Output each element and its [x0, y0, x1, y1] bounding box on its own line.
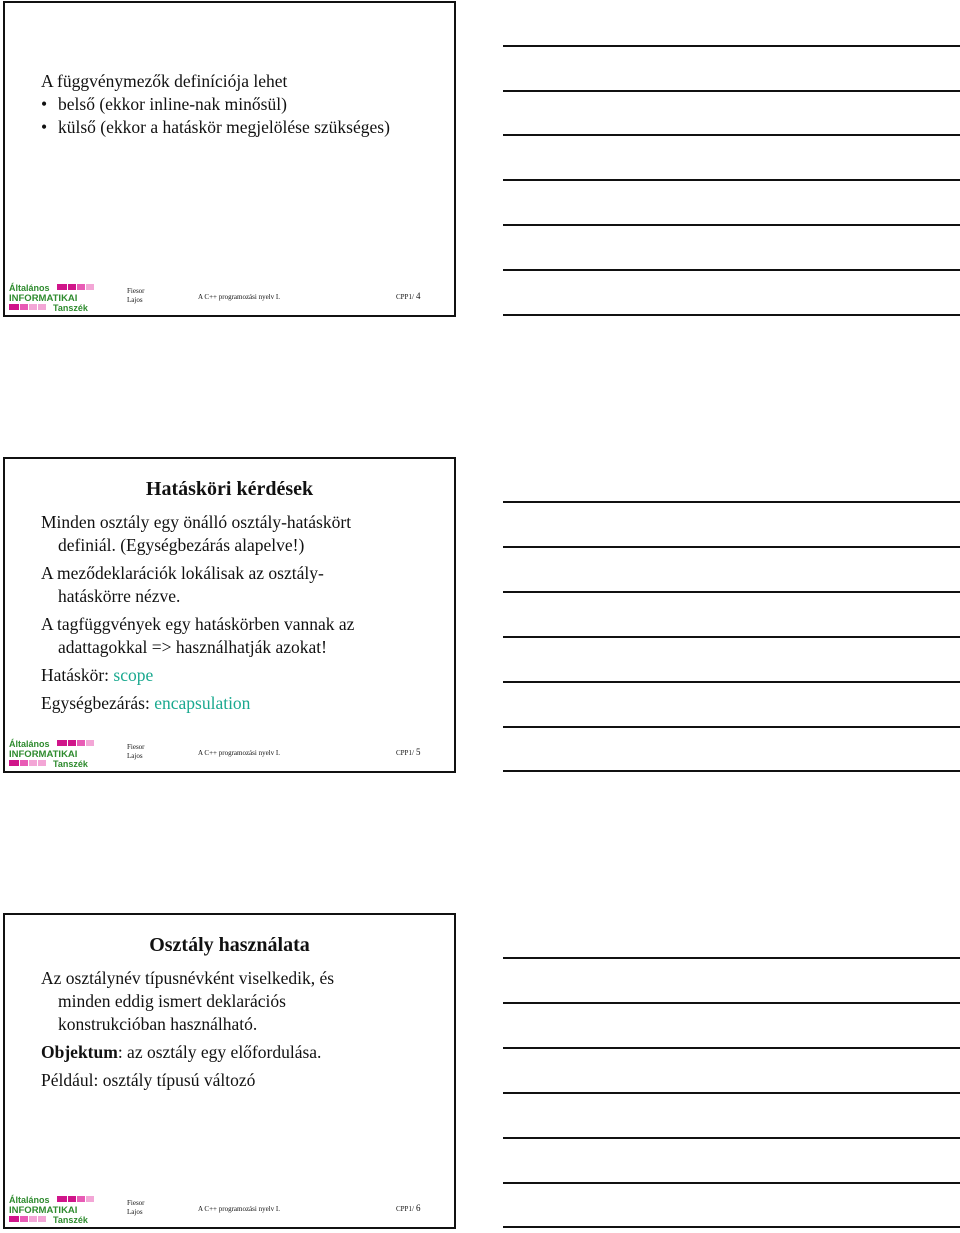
course-title: A C++ programozási nyelv I. [198, 1205, 280, 1213]
svg-text:Tanszék: Tanszék [53, 303, 88, 312]
svg-text:INFORMATIKAI: INFORMATIKAI [9, 749, 78, 760]
bullet-icon: • [41, 117, 48, 137]
bullet-item [41, 116, 440, 139]
slide [3, 1, 456, 317]
slide-text: Minden osztály egy önálló osztály-hatáskört [41, 512, 352, 532]
slide-text: A meződeklarációk lokálisak az osztály- [41, 563, 324, 583]
department-logo [7, 282, 101, 312]
notes-line [503, 1226, 960, 1228]
notes-line [503, 1047, 960, 1049]
department-logo [7, 1194, 101, 1224]
notes-line [503, 224, 960, 226]
svg-text:Általános: Általános [9, 283, 50, 293]
slide-footer [5, 1191, 454, 1227]
notes-line [503, 726, 960, 728]
course-code: CPP1/ [396, 293, 414, 301]
notes-line [503, 1137, 960, 1139]
scope-term: scope [113, 665, 154, 685]
encapsulation-term: encapsulation [154, 693, 251, 713]
slide-text: definiál. (Egységbezárás alapelve!) [58, 535, 305, 555]
slide-footer [5, 735, 454, 771]
notes-line [503, 269, 960, 271]
slide [3, 913, 456, 1229]
notes-line [503, 1002, 960, 1004]
slide-text: hatáskörre nézve. [58, 586, 181, 606]
bullet-icon: • [41, 94, 48, 114]
notes-line [503, 957, 960, 959]
course-code: CPP1/ [396, 1205, 414, 1213]
slide-text: A függvénymezők definíciója lehet [41, 71, 288, 91]
notes-line [503, 501, 960, 503]
svg-text:Általános: Általános [9, 739, 50, 749]
scope-line: Hatáskör: scope [41, 665, 154, 685]
notes-line [503, 591, 960, 593]
slide-body [41, 511, 440, 715]
course-title: A C++ programozási nyelv I. [198, 293, 280, 301]
author: Fiesor Lajos [127, 743, 145, 760]
object-term: Objektum [41, 1042, 118, 1062]
notes-line [503, 681, 960, 683]
notes-line [503, 314, 960, 316]
notes-line [503, 45, 960, 47]
svg-text:INFORMATIKAI: INFORMATIKAI [9, 293, 78, 304]
svg-text:Általános: Általános [9, 1195, 50, 1205]
notes-line [503, 134, 960, 136]
notes-line [503, 546, 960, 548]
notes-line [503, 770, 960, 772]
slide-body [41, 967, 440, 1092]
svg-text:Tanszék: Tanszék [53, 1215, 88, 1224]
slide-title: Hatásköri kérdések [145, 478, 314, 500]
slide-text: Az osztálynév típusnévként viselkedik, és [41, 968, 335, 988]
notes-line [503, 1092, 960, 1094]
page-number: 5 [416, 747, 421, 757]
notes-line [503, 636, 960, 638]
object-line: Objektum: az osztály egy előfordulása. [41, 1042, 322, 1062]
svg-text:Tanszék: Tanszék [53, 759, 88, 768]
slide-text: adattagokkal => használhatják azokat! [58, 637, 327, 657]
department-logo [7, 738, 101, 768]
slide-title: Osztály használata [149, 934, 310, 956]
notes-line [503, 179, 960, 181]
course-code: CPP1/ [396, 749, 414, 757]
bullet-text: belső (ekkor inline-nak minősül) [58, 94, 287, 114]
slide-body [41, 70, 440, 139]
slide-text: Például: osztály típusú változó [41, 1070, 256, 1090]
slide-text: konstrukcióban használható. [58, 1014, 258, 1034]
page-number: 4 [416, 291, 421, 301]
slide-text: A tagfüggvények egy hatáskörben vannak az [41, 614, 355, 634]
notes-line [503, 1182, 960, 1184]
slide-text: minden eddig ismert deklarációs [58, 991, 286, 1011]
author: Fiesor Lajos [127, 287, 145, 304]
encapsulation-line: Egységbezárás: encapsulation [41, 693, 251, 713]
slide-footer [5, 279, 454, 315]
slide [3, 457, 456, 773]
notes-line [503, 90, 960, 92]
svg-text:INFORMATIKAI: INFORMATIKAI [9, 1205, 78, 1216]
page-number: 6 [416, 1203, 421, 1213]
bullet-item [41, 93, 440, 116]
bullet-text: külső (ekkor a hatáskör megjelölése szükséges) [58, 117, 390, 137]
author: Fiesor Lajos [127, 1199, 145, 1216]
course-title: A C++ programozási nyelv I. [198, 749, 280, 757]
